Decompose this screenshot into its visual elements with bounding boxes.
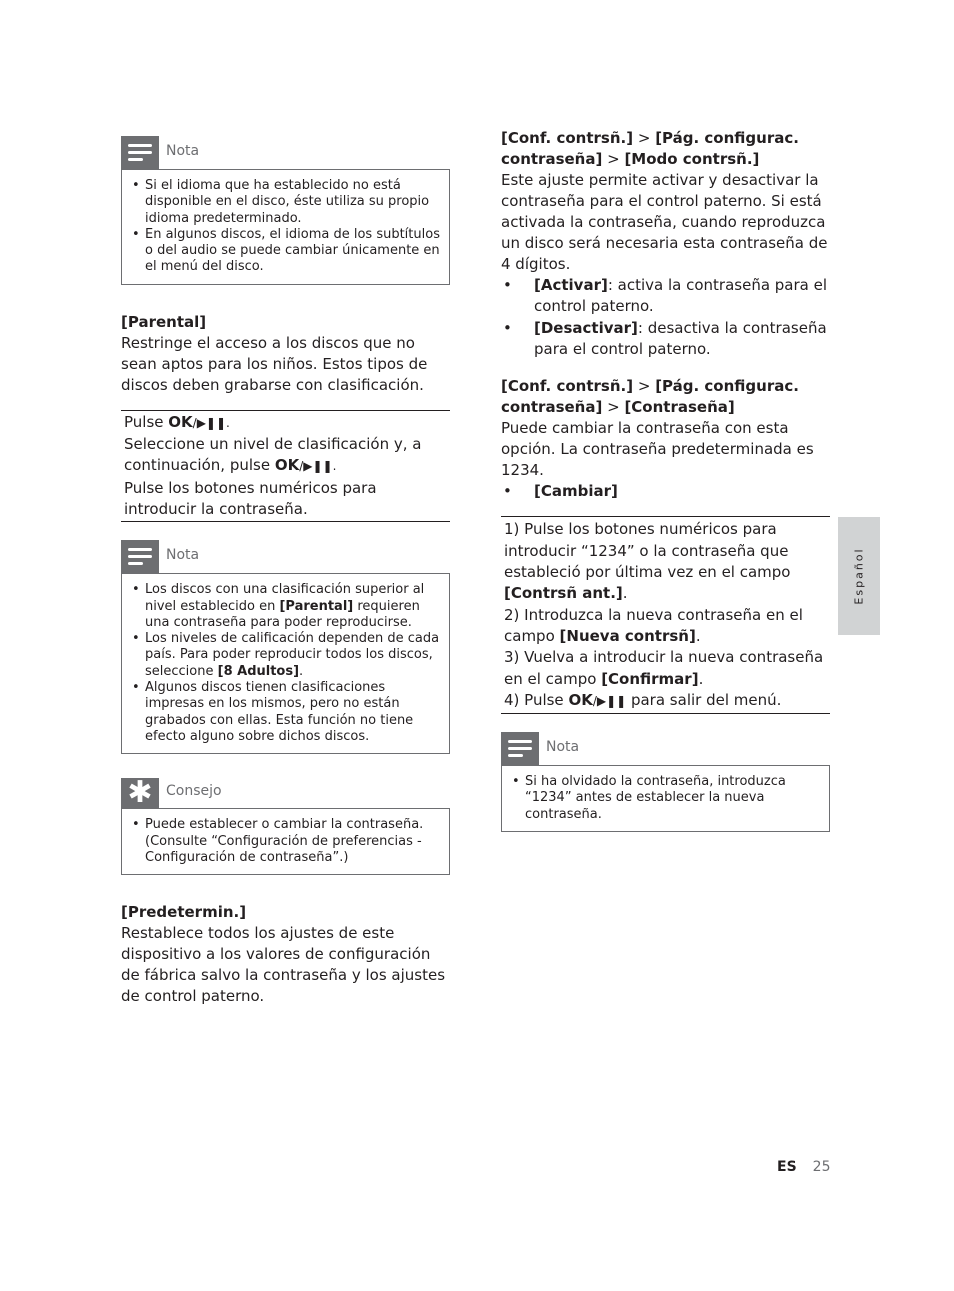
play-pause-icon: /▶❚❚. — [192, 415, 230, 430]
parental-heading: [Parental] — [121, 312, 207, 331]
default-description: Restablece todos los ajustes de este dispositivo a los valores de configuración de fábrica salvo la contraseña y los ajustes de control paterno. — [121, 924, 446, 1006]
note-title: Nota — [166, 143, 200, 159]
mode-section — [501, 128, 830, 360]
note-item: • Los discos con una clasificación superior al nivel establecido en [Parental] requieren una contraseña para poder reproducirse. — [130, 582, 441, 631]
note-box-language — [121, 136, 450, 285]
page-number: 25 — [812, 1159, 831, 1175]
note-body — [501, 765, 830, 832]
step-2: 2) Introduzca la nueva contraseña en el campo [Nueva contrsñ]. — [504, 605, 803, 645]
default-section — [121, 902, 450, 1007]
play-pause-icon: /▶❚❚. — [299, 459, 337, 474]
password-options — [501, 481, 830, 502]
tip-item: • Puede establecer o cambiar la contraseña. (Consulte “Configuración de preferencias - Configuración de contraseña”.) — [130, 817, 441, 866]
parental-description: Restringe el acceso a los discos que no sean aptos para los niños. Estos tipos de discos deben grabarse con clasificación. — [121, 333, 428, 394]
password-section — [501, 376, 830, 502]
step-1: 1) Pulse los botones numéricos para introducir “1234” o la contraseña que estableció por última vez en el campo [Contrsñ ant.]. — [504, 520, 791, 603]
footer-language: ES — [777, 1159, 797, 1175]
tip-title: Consejo — [166, 783, 222, 800]
page-footer — [777, 1159, 830, 1175]
note-body — [121, 573, 450, 754]
step-3: Pulse los botones numéricos para introducir la contraseña. — [124, 478, 377, 518]
mode-options — [501, 275, 830, 360]
parental-section — [121, 312, 450, 396]
note-header — [121, 540, 450, 573]
password-description: Puede cambiar la contraseña con esta opción. La contraseña predeterminada es 1234. — [501, 419, 814, 480]
language-tab-label: Español — [852, 547, 866, 605]
option-deactivate: • [Desactivar]: desactiva la contraseña para el control paterno. — [501, 318, 830, 361]
option-change: • [Cambiar] — [501, 481, 830, 502]
note-item: • En algunos discos, el idioma de los subtítulos o del audio se puede cambiar únicamente en el menú del disco. — [130, 227, 441, 276]
note-body — [121, 169, 450, 285]
password-steps — [501, 516, 830, 714]
play-pause-icon: /▶❚❚ — [592, 693, 627, 708]
tip-header — [121, 775, 450, 811]
note-box-forgot — [501, 732, 830, 832]
tip-body — [121, 808, 450, 875]
default-heading: [Predetermin.] — [121, 903, 247, 922]
tip-box — [121, 775, 450, 875]
mode-description: Este ajuste permite activar y desactivar la contraseña para el control paterno. Si está activada la contraseña, cuando reproduzca un disco será necesaria esta contraseña de 4 dígitos. — [501, 171, 828, 273]
note-item: • Si el idioma que ha establecido no está disponible en el disco, éste utiliza su propio idioma predeterminado. — [130, 178, 441, 227]
tip-icon: ✱ — [121, 778, 159, 808]
language-side-tab — [838, 517, 880, 635]
step-3: 3) Vuelva a introducir la nueva contraseña en el campo [Confirmar]. — [504, 648, 824, 688]
mode-heading: [Conf. contrsñ.] > [Pág. configurac. contraseña] > [Modo contrsñ.] — [501, 129, 799, 168]
password-heading: [Conf. contrsñ.] > [Pág. configurac. contraseña] > [Contraseña] — [501, 377, 799, 417]
note-item: • Si ha olvidado la contraseña, introduzca “1234” antes de establecer la nueva contraseña. — [510, 774, 821, 823]
note-box-ratings — [121, 540, 450, 754]
note-header — [121, 136, 450, 169]
right-column — [501, 128, 830, 832]
note-title: Nota — [166, 547, 200, 564]
option-activate: • [Activar]: activa la contraseña para el control paterno. — [501, 275, 830, 318]
note-item: • Los niveles de calificación dependen de cada país. Para poder reproducir todos los discos, seleccione [8 Adultos]. — [130, 631, 441, 680]
note-icon — [121, 136, 159, 169]
note-icon — [501, 732, 539, 765]
note-title: Nota — [546, 739, 580, 756]
note-icon — [121, 540, 159, 573]
note-item: • Algunos discos tienen clasificaciones impresas en los mismos, pero no están grabados con ellas. Esta función no tiene efecto alguno sobre dichos discos. — [130, 680, 441, 745]
note-header — [501, 732, 830, 765]
step-2: Seleccione un nivel de clasificación y, a continuación, pulse OK/▶❚❚. — [124, 435, 422, 475]
step-1: Pulse OK/▶❚❚. — [124, 412, 230, 431]
step-4: 4) Pulse OK/▶❚❚ para salir del menú. — [504, 690, 782, 709]
left-column — [121, 136, 450, 1007]
parental-steps — [121, 410, 450, 522]
